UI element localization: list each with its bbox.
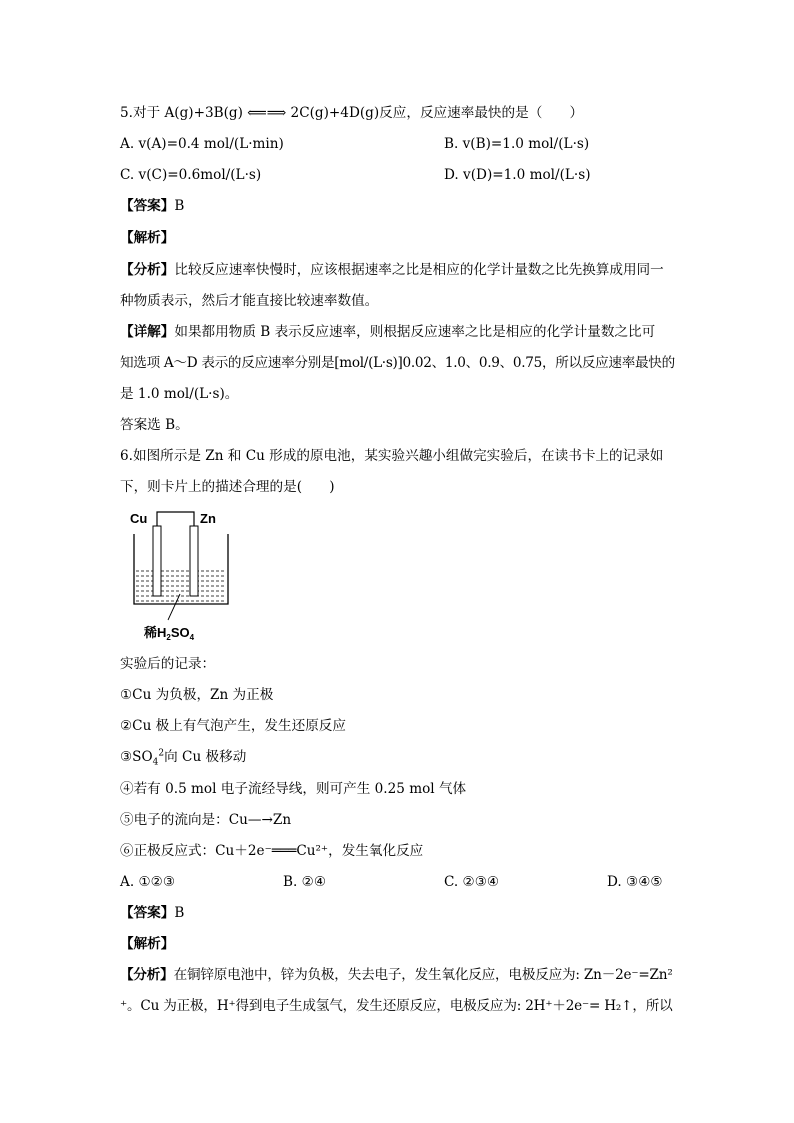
fenxi-tag: 【分析】	[120, 262, 175, 278]
q5-option-a: A. v(A)=0.4 mol/(L·min)	[120, 136, 284, 152]
q6-record-6: ⑥正极反应式：Cu＋2e⁻═══Cu²⁺，发生氧化反应	[120, 843, 424, 859]
q5-analysis-tag: 【解析】	[120, 230, 175, 246]
galvanic-cell-diagram	[120, 504, 250, 644]
q5-fenxi-line-1	[120, 261, 664, 279]
answer-value: B	[174, 198, 185, 214]
q5-xiangjie-line-2: 知选项 A～D 表示的反应速率分别是[mol/(L·s)]0.02、1.0、0.9、0.75，所以反应速率最快的	[120, 355, 675, 371]
q6-record-1: ①Cu 为负极，Zn 为正极	[120, 687, 274, 703]
acid-leader-line	[168, 594, 180, 620]
q5-option-c: C. v(C)=0.6mol/(L·s)	[120, 167, 262, 183]
zn-electrode	[190, 526, 198, 596]
q6-answer	[120, 904, 184, 922]
wire	[157, 512, 194, 528]
beaker	[134, 534, 228, 604]
q5-xiangjie-line-1	[120, 323, 655, 341]
q6-record-2: ②Cu 极上有气泡产生，发生还原反应	[120, 718, 346, 734]
q6-record-4: ④若有 0.5 mol 电子流经导线，则可产生 0.25 mol 气体	[120, 781, 467, 797]
answer-tag: 【答案】	[120, 198, 175, 214]
xiangjie-tag: 【详解】	[120, 324, 175, 340]
q6-option-d: D. ③④⑤	[607, 874, 663, 890]
q5-xiangjie-line-3: 是 1.0 mol/(L·s)。	[120, 386, 239, 402]
zn-label: Zn	[200, 511, 216, 526]
q6-option-b: B. ②④	[283, 874, 327, 890]
q6-stem-line-1: 6.如图所示是 Zn 和 Cu 形成的原电池，某实验兴趣小组做完实验后，在读书卡上的记录如	[120, 448, 664, 464]
q6-option-a: A. ①②③	[120, 874, 176, 890]
answer-value: B	[174, 905, 185, 921]
fenxi-tag: 【分析】	[120, 967, 174, 983]
fenxi-text: 在铜锌原电池中，锌为负极，失去电子，发生氧化反应，电极反应为: Zn－2e⁻=Zn²	[173, 967, 673, 983]
q6-analysis-tag: 【解析】	[120, 936, 175, 952]
q6-record-3: $③SO_4^2$向 Cu 极移动	[120, 748, 247, 768]
solution	[136, 571, 226, 601]
cu-label: Cu	[130, 511, 148, 526]
xiangjie-text: 如果都用物质 B 表示反应速率，则根据反应速率之比是相应的化学计量数之比可	[174, 324, 656, 340]
q5-option-b: B. v(B)=1.0 mol/(L·s)	[444, 136, 590, 152]
q5-stem: 5.对于 A(g)+3B(g) ⟸⟹ 2C(g)+4D(g)反应，反应速率最快的是（ ）	[120, 105, 584, 121]
q6-fenxi-line-2: ⁺。Cu 为正极，H⁺得到电子生成氢气，发生还原反应，电极反应为: 2H⁺＋2e⁻= H₂↑，所以	[120, 998, 673, 1014]
q6-record-5: ⑤电子的流向是：Cu—→Zn	[120, 812, 292, 828]
acid-label: 稀$H_2SO_4$	[144, 625, 195, 642]
q6-stem-line-2: 下，则卡片上的描述合理的是( )	[120, 479, 335, 495]
q6-option-c: C. ②③④	[444, 874, 500, 890]
answer-tag: 【答案】	[120, 905, 175, 921]
q6-fenxi-line-1	[120, 966, 673, 984]
cu-electrode	[153, 526, 161, 596]
q6-records-title: 实验后的记录：	[120, 656, 216, 672]
q5-option-d: D. v(D)=1.0 mol/(L·s)	[444, 167, 591, 183]
q5-conclusion: 答案选 B。	[120, 417, 189, 433]
fenxi-text: 比较反应速率快慢时，应该根据速率之比是相应的化学计量数之比先换算成用同一	[174, 262, 664, 278]
q5-answer	[120, 197, 184, 215]
q5-fenxi-line-2: 种物质表示，然后才能直接比较速率数值。	[120, 293, 379, 309]
